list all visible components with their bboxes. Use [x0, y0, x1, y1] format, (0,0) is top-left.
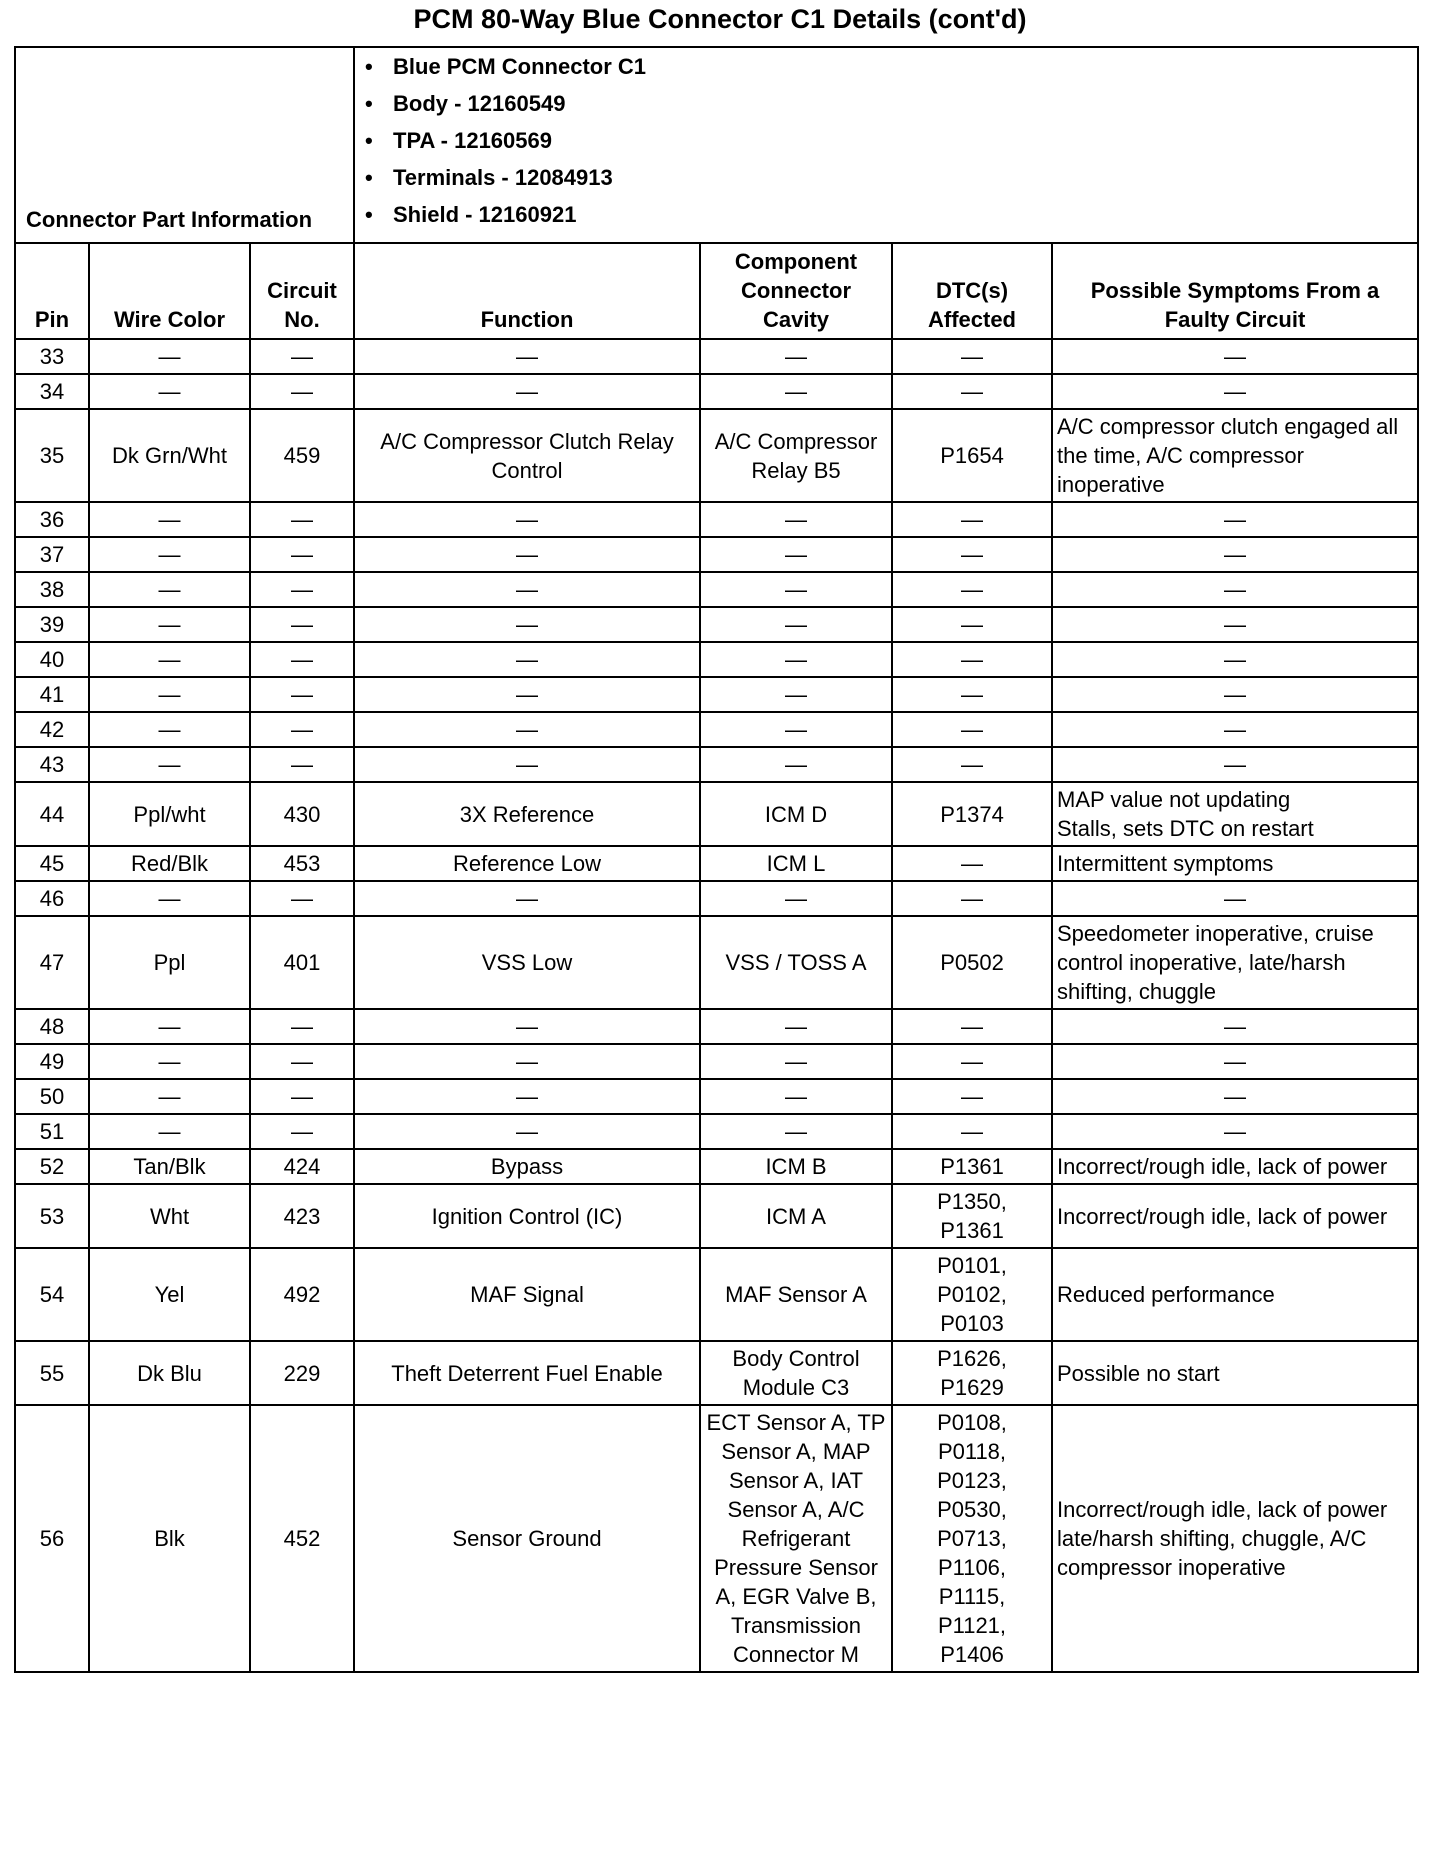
symptoms-cell: Incorrect/rough idle, lack of power late/harsh shifting, chuggle, A/C compressor inoperative — [1052, 1405, 1418, 1672]
function-cell: — — [354, 339, 700, 374]
circuit-cell: — — [250, 1079, 354, 1114]
symptoms-cell: Incorrect/rough idle, lack of power — [1052, 1149, 1418, 1184]
pin-cell: 47 — [15, 916, 89, 1009]
dtc-cell: P1626, P1629 — [892, 1341, 1052, 1405]
function-cell: — — [354, 572, 700, 607]
circuit-cell: 459 — [250, 409, 354, 502]
table-row — [15, 374, 1418, 409]
pin-cell: 42 — [15, 712, 89, 747]
pin-cell: 49 — [15, 1044, 89, 1079]
dtc-cell: — — [892, 1114, 1052, 1149]
symptoms-cell: — — [1052, 1009, 1418, 1044]
pin-cell: 48 — [15, 1009, 89, 1044]
dtc-cell: — — [892, 1079, 1052, 1114]
wire-color-cell: — — [89, 339, 250, 374]
circuit-cell: — — [250, 374, 354, 409]
pin-cell: 44 — [15, 782, 89, 846]
circuit-cell: — — [250, 502, 354, 537]
pin-cell: 36 — [15, 502, 89, 537]
wire-color-cell: Wht — [89, 1184, 250, 1248]
dtc-cell: — — [892, 502, 1052, 537]
wire-color-cell: — — [89, 537, 250, 572]
wire-color-cell: Blk — [89, 1405, 250, 1672]
symptoms-cell: — — [1052, 572, 1418, 607]
pin-cell: 37 — [15, 537, 89, 572]
symptoms-cell: — — [1052, 1044, 1418, 1079]
wire-color-cell: — — [89, 1079, 250, 1114]
pin-cell: 39 — [15, 607, 89, 642]
table-row — [15, 1248, 1418, 1341]
symptoms-cell: — — [1052, 677, 1418, 712]
col-header-circuit-no: Circuit No. — [250, 243, 354, 339]
cavity-cell: — — [700, 712, 892, 747]
dtc-cell: — — [892, 712, 1052, 747]
pin-cell: 51 — [15, 1114, 89, 1149]
table-row — [15, 642, 1418, 677]
table-row — [15, 1009, 1418, 1044]
function-cell: — — [354, 712, 700, 747]
pin-cell: 41 — [15, 677, 89, 712]
table-row — [15, 1044, 1418, 1079]
table-row — [15, 782, 1418, 846]
cavity-cell: — — [700, 1044, 892, 1079]
cavity-cell: — — [700, 572, 892, 607]
symptoms-cell: A/C compressor clutch engaged all the time, A/C compressor inoperative — [1052, 409, 1418, 502]
connector-table — [14, 46, 1419, 1673]
cavity-cell: — — [700, 537, 892, 572]
function-cell: Sensor Ground — [354, 1405, 700, 1672]
table-row — [15, 607, 1418, 642]
wire-color-cell: Ppl — [89, 916, 250, 1009]
connector-info-item: • Terminals - 12084913 — [365, 159, 1409, 196]
wire-color-cell: — — [89, 712, 250, 747]
dtc-cell: P0101, P0102, P0103 — [892, 1248, 1052, 1341]
cavity-cell: ICM B — [700, 1149, 892, 1184]
table-row — [15, 409, 1418, 502]
symptoms-cell: Reduced performance — [1052, 1248, 1418, 1341]
symptoms-cell: — — [1052, 339, 1418, 374]
cavity-cell: — — [700, 607, 892, 642]
dtc-cell: P1350, P1361 — [892, 1184, 1052, 1248]
wire-color-cell: — — [89, 572, 250, 607]
dtc-cell: — — [892, 846, 1052, 881]
pin-cell: 55 — [15, 1341, 89, 1405]
symptoms-cell: Possible no start — [1052, 1341, 1418, 1405]
dtc-cell: — — [892, 642, 1052, 677]
circuit-cell: — — [250, 1009, 354, 1044]
connector-info-row — [15, 47, 1418, 243]
dtc-cell: — — [892, 374, 1052, 409]
table-row — [15, 1405, 1418, 1672]
table-row — [15, 502, 1418, 537]
symptoms-cell: Incorrect/rough idle, lack of power — [1052, 1184, 1418, 1248]
cavity-cell: — — [700, 374, 892, 409]
function-cell: — — [354, 1044, 700, 1079]
col-header-cavity: Component Connector Cavity — [700, 243, 892, 339]
table-row — [15, 339, 1418, 374]
connector-info-item: • Body - 12160549 — [365, 85, 1409, 122]
dtc-cell: — — [892, 881, 1052, 916]
wire-color-cell: Red/Blk — [89, 846, 250, 881]
cavity-cell: — — [700, 1114, 892, 1149]
table-row — [15, 1341, 1418, 1405]
function-cell: VSS Low — [354, 916, 700, 1009]
cavity-cell: MAF Sensor A — [700, 1248, 892, 1341]
symptoms-cell: — — [1052, 1114, 1418, 1149]
connector-info-item: • Blue PCM Connector C1 — [365, 48, 1409, 85]
circuit-cell: — — [250, 747, 354, 782]
col-header-dtc: DTC(s) Affected — [892, 243, 1052, 339]
wire-color-cell: Tan/Blk — [89, 1149, 250, 1184]
circuit-cell: — — [250, 712, 354, 747]
symptoms-cell: — — [1052, 747, 1418, 782]
table-row — [15, 916, 1418, 1009]
symptoms-cell: Speedometer inoperative, cruise control inoperative, late/harsh shifting, chuggle — [1052, 916, 1418, 1009]
pin-cell: 54 — [15, 1248, 89, 1341]
pin-cell: 33 — [15, 339, 89, 374]
table-row — [15, 677, 1418, 712]
wire-color-cell: Dk Grn/Wht — [89, 409, 250, 502]
circuit-cell: 453 — [250, 846, 354, 881]
circuit-cell: — — [250, 642, 354, 677]
symptoms-cell: — — [1052, 374, 1418, 409]
cavity-cell: ICM A — [700, 1184, 892, 1248]
circuit-cell: 401 — [250, 916, 354, 1009]
connector-info-item: • Shield - 12160921 — [365, 196, 1409, 233]
function-cell: — — [354, 607, 700, 642]
cavity-cell: ECT Sensor A, TP Sensor A, MAP Sensor A, IAT Sensor A, A/C Refrigerant Pressure Sensor A, EGR Valve B, Transmission Connector M — [700, 1405, 892, 1672]
header-row — [15, 243, 1418, 339]
function-cell: — — [354, 881, 700, 916]
table-row — [15, 712, 1418, 747]
function-cell: — — [354, 677, 700, 712]
function-cell: — — [354, 537, 700, 572]
wire-color-cell: — — [89, 1114, 250, 1149]
function-cell: — — [354, 1009, 700, 1044]
pin-cell: 38 — [15, 572, 89, 607]
circuit-cell: — — [250, 607, 354, 642]
cavity-cell: A/C Compressor Relay B5 — [700, 409, 892, 502]
symptoms-cell: — — [1052, 537, 1418, 572]
table-row — [15, 537, 1418, 572]
circuit-cell: — — [250, 339, 354, 374]
wire-color-cell: — — [89, 747, 250, 782]
pin-cell: 45 — [15, 846, 89, 881]
function-cell: — — [354, 1114, 700, 1149]
circuit-cell: 492 — [250, 1248, 354, 1341]
cavity-cell: — — [700, 502, 892, 537]
cavity-cell: — — [700, 1009, 892, 1044]
function-cell: A/C Compressor Clutch Relay Control — [354, 409, 700, 502]
symptoms-cell: — — [1052, 881, 1418, 916]
wire-color-cell: — — [89, 1044, 250, 1079]
pin-cell: 53 — [15, 1184, 89, 1248]
dtc-cell: — — [892, 747, 1052, 782]
dtc-cell: — — [892, 339, 1052, 374]
dtc-cell: P1654 — [892, 409, 1052, 502]
dtc-cell: P0108, P0118, P0123, P0530, P0713, P1106, P1115, P1121, P1406 — [892, 1405, 1052, 1672]
symptoms-cell: — — [1052, 1079, 1418, 1114]
pin-cell: 43 — [15, 747, 89, 782]
circuit-cell: — — [250, 537, 354, 572]
dtc-cell: P1361 — [892, 1149, 1052, 1184]
cavity-cell: ICM D — [700, 782, 892, 846]
circuit-cell: 424 — [250, 1149, 354, 1184]
wire-color-cell: — — [89, 881, 250, 916]
function-cell: — — [354, 747, 700, 782]
cavity-cell: Body Control Module C3 — [700, 1341, 892, 1405]
table-row — [15, 747, 1418, 782]
circuit-cell: 229 — [250, 1341, 354, 1405]
dtc-cell: — — [892, 677, 1052, 712]
cavity-cell: — — [700, 881, 892, 916]
page-title: PCM 80-Way Blue Connector C1 Details (cont'd) — [413, 4, 1027, 34]
pin-cell: 50 — [15, 1079, 89, 1114]
circuit-cell: — — [250, 1114, 354, 1149]
dtc-cell: — — [892, 607, 1052, 642]
symptoms-cell: — — [1052, 712, 1418, 747]
cavity-cell: — — [700, 747, 892, 782]
wire-color-cell: — — [89, 677, 250, 712]
wire-color-cell: — — [89, 374, 250, 409]
pin-cell: 40 — [15, 642, 89, 677]
function-cell: Ignition Control (IC) — [354, 1184, 700, 1248]
cavity-cell: — — [700, 677, 892, 712]
circuit-cell: — — [250, 572, 354, 607]
wire-color-cell: — — [89, 502, 250, 537]
col-header-wire-color: Wire Color — [89, 243, 250, 339]
function-cell: Theft Deterrent Fuel Enable — [354, 1341, 700, 1405]
function-cell: — — [354, 502, 700, 537]
symptoms-cell: MAP value not updating Stalls, sets DTC on restart — [1052, 782, 1418, 846]
pin-cell: 46 — [15, 881, 89, 916]
dtc-cell: P0502 — [892, 916, 1052, 1009]
circuit-cell: 452 — [250, 1405, 354, 1672]
symptoms-cell: Intermittent symptoms — [1052, 846, 1418, 881]
function-cell: — — [354, 374, 700, 409]
function-cell: — — [354, 642, 700, 677]
cavity-cell: ICM L — [700, 846, 892, 881]
circuit-cell: 430 — [250, 782, 354, 846]
cavity-cell: — — [700, 642, 892, 677]
table-row — [15, 1114, 1418, 1149]
table-row — [15, 881, 1418, 916]
function-cell: MAF Signal — [354, 1248, 700, 1341]
table-row — [15, 1149, 1418, 1184]
table-row — [15, 572, 1418, 607]
col-header-symptoms: Possible Symptoms From a Faulty Circuit — [1052, 243, 1418, 339]
wire-color-cell: Yel — [89, 1248, 250, 1341]
dtc-cell: — — [892, 572, 1052, 607]
col-header-function: Function — [354, 243, 700, 339]
wire-color-cell: — — [89, 642, 250, 677]
dtc-cell: P1374 — [892, 782, 1052, 846]
pin-cell: 34 — [15, 374, 89, 409]
circuit-cell: — — [250, 1044, 354, 1079]
dtc-cell: — — [892, 1044, 1052, 1079]
wire-color-cell: Dk Blu — [89, 1341, 250, 1405]
symptoms-cell: — — [1052, 642, 1418, 677]
function-cell: 3X Reference — [354, 782, 700, 846]
pin-cell: 52 — [15, 1149, 89, 1184]
circuit-cell: — — [250, 881, 354, 916]
function-cell: Bypass — [354, 1149, 700, 1184]
connector-info-item: • TPA - 12160569 — [365, 122, 1409, 159]
cavity-cell: VSS / TOSS A — [700, 916, 892, 1009]
dtc-cell: — — [892, 537, 1052, 572]
function-cell: Reference Low — [354, 846, 700, 881]
pin-cell: 35 — [15, 409, 89, 502]
symptoms-cell: — — [1052, 607, 1418, 642]
function-cell: — — [354, 1079, 700, 1114]
wire-color-cell: Ppl/wht — [89, 782, 250, 846]
circuit-cell: — — [250, 677, 354, 712]
cavity-cell: — — [700, 1079, 892, 1114]
table-row — [15, 1184, 1418, 1248]
connector-info-label: Connector Part Information — [15, 47, 354, 243]
table-row — [15, 1079, 1418, 1114]
cavity-cell: — — [700, 339, 892, 374]
pin-cell: 56 — [15, 1405, 89, 1672]
wire-color-cell: — — [89, 1009, 250, 1044]
connector-info-list — [354, 47, 1418, 243]
table-row — [15, 846, 1418, 881]
symptoms-cell: — — [1052, 502, 1418, 537]
wire-color-cell: — — [89, 607, 250, 642]
dtc-cell: — — [892, 1009, 1052, 1044]
circuit-cell: 423 — [250, 1184, 354, 1248]
col-header-pin: Pin — [15, 243, 89, 339]
